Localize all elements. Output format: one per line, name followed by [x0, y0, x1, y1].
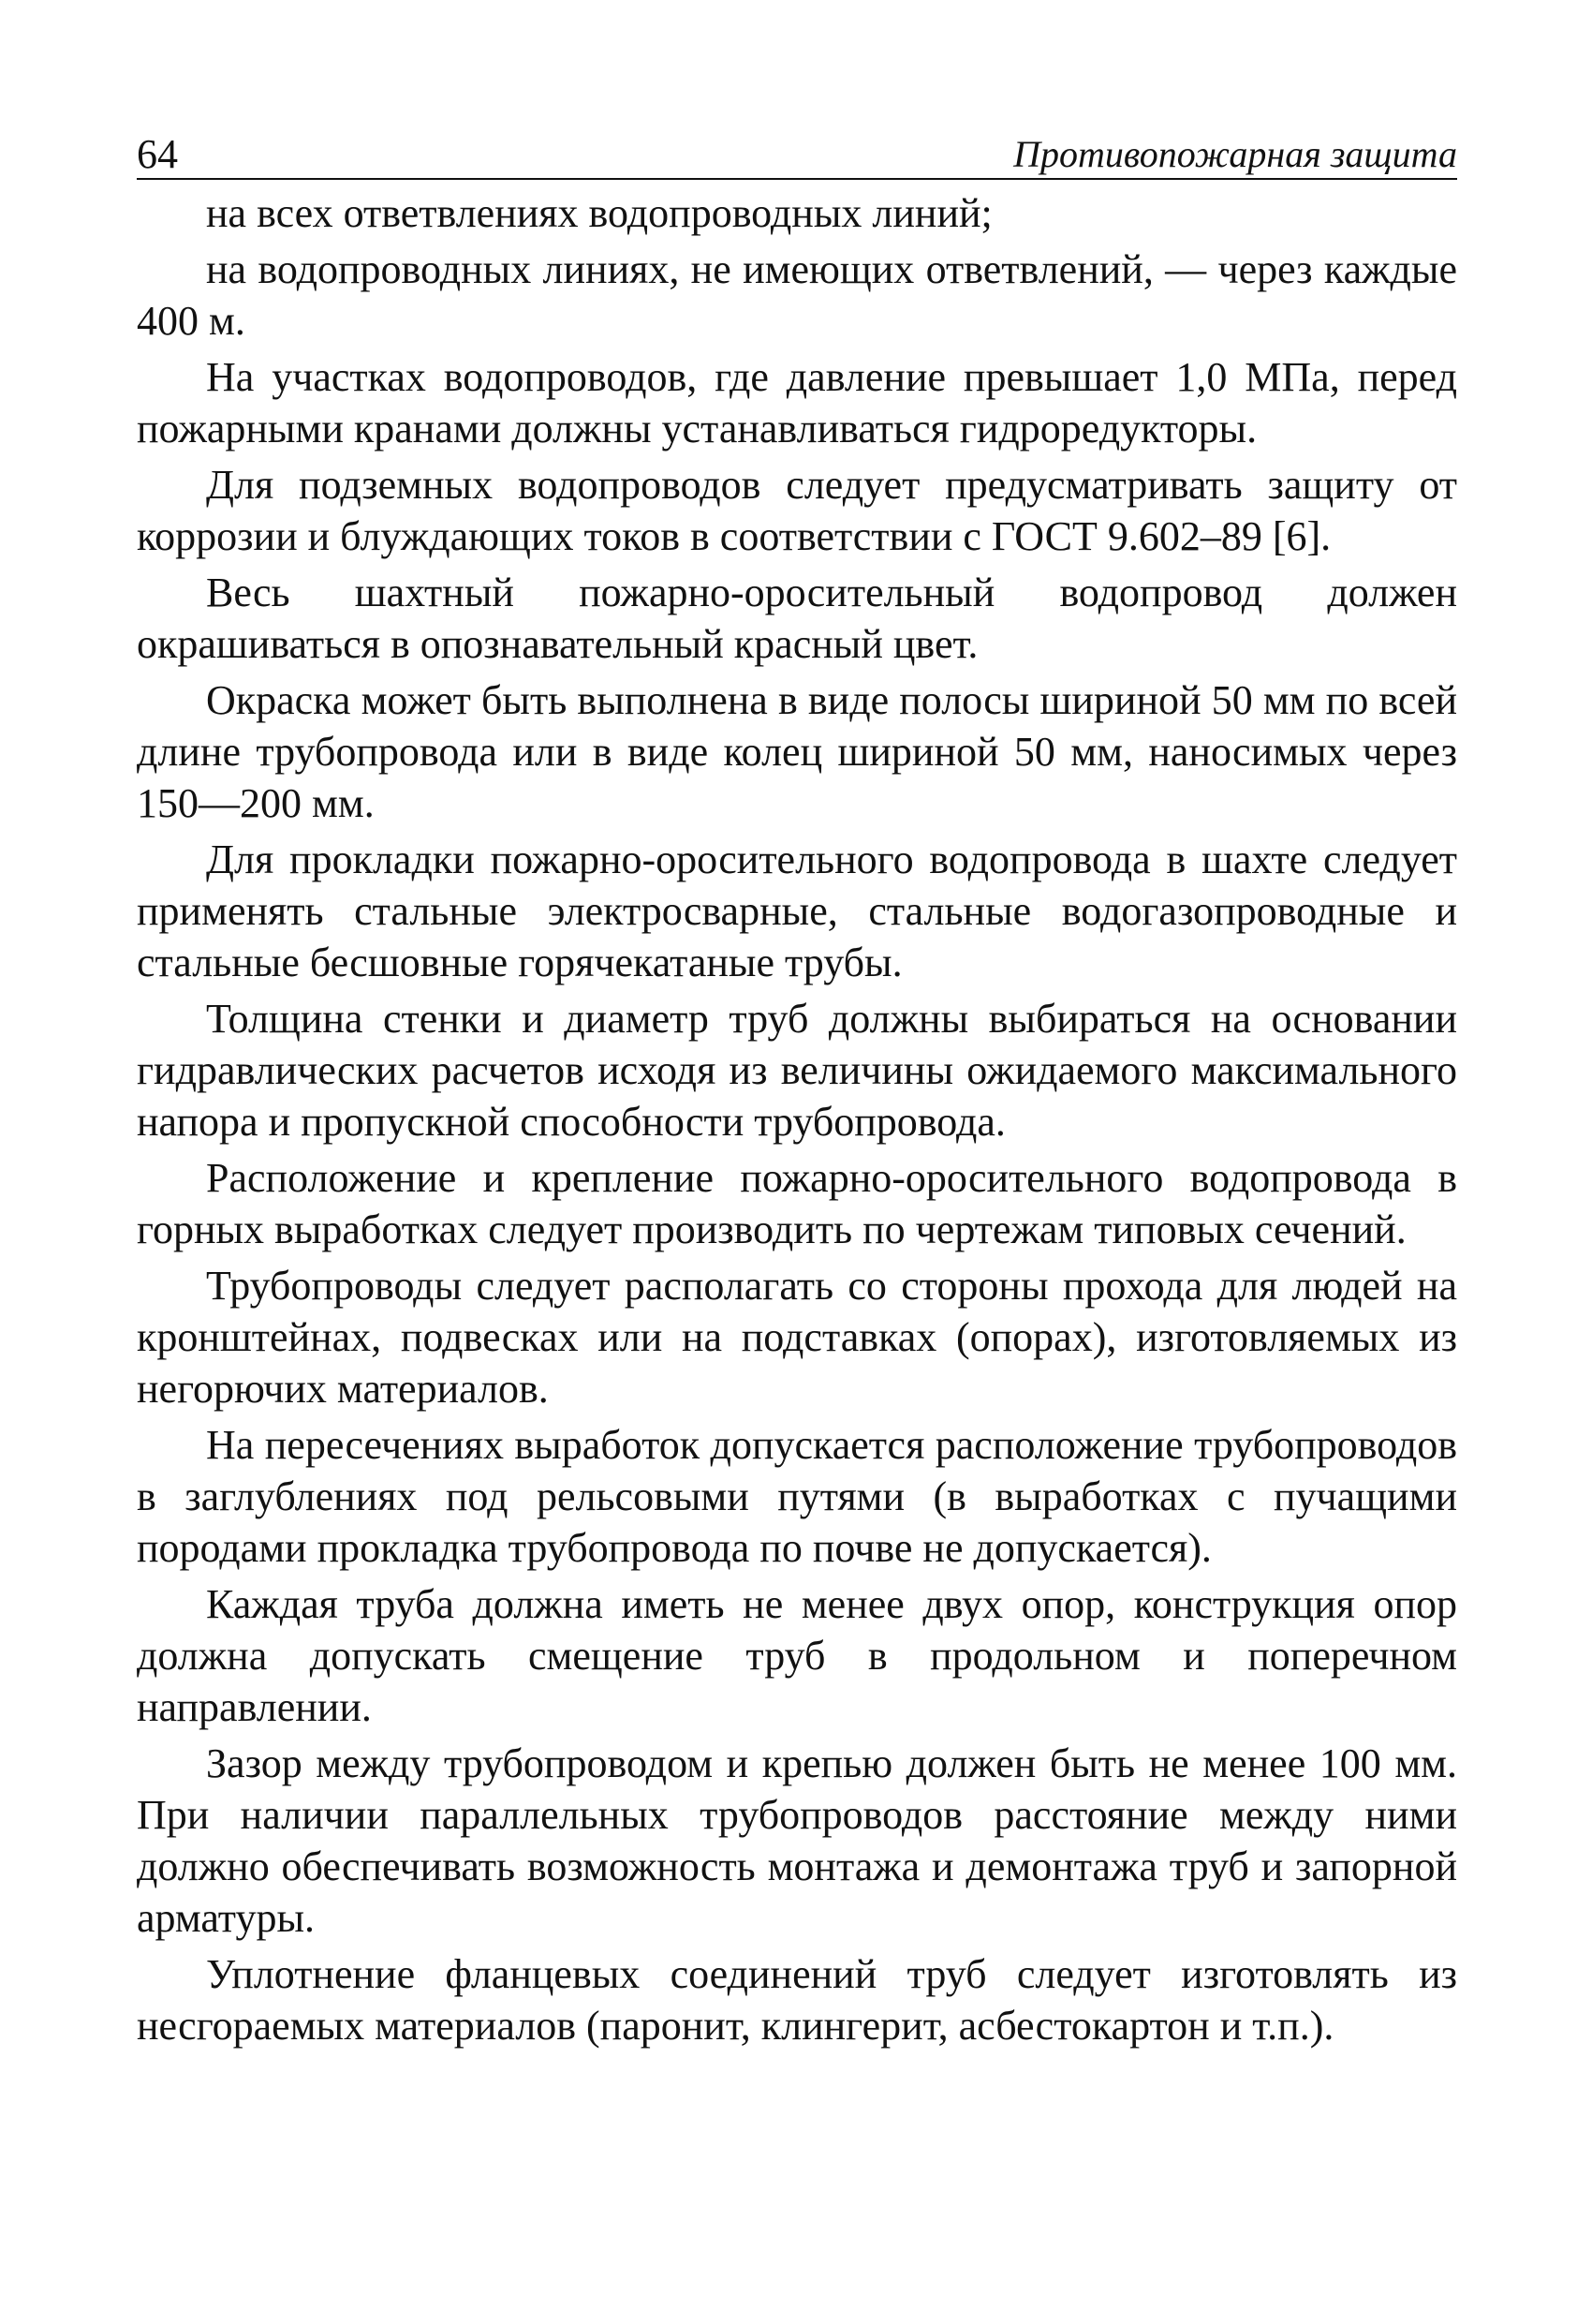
paragraph-7: Для прокладки пожарно-оросительного водопровода в шахте следует применять стальные электросварные, стальные водогазопроводные и стальные бесшовные горячекатаные трубы. [137, 836, 1457, 985]
paragraph-10: Трубопроводы следует располагать со стороны прохода для людей на кронштейнах, подвесках или на подставках (опорах), изготовляемых из негорючих материалов. [137, 1263, 1457, 1412]
paragraph-12: Каждая труба должна иметь не менее двух опор, конструкция опор должна допускать смещение труб в продольном и поперечном направлении. [137, 1581, 1457, 1730]
paragraph-5: Весь шахтный пожарно-оросительный водопровод должен окрашиваться в опознавательный красный цвет. [137, 570, 1457, 667]
running-title: Противопожарная защита [1013, 133, 1457, 175]
paragraph-3: На участках водопроводов, где давление превышает 1,0 МПа, перед пожарными кранами должны устанавливаться гидроредукторы. [137, 354, 1457, 451]
paragraph-2: на водопроводных линиях, не имеющих ответвлений, — через каждые 400 м. [137, 246, 1457, 344]
paragraph-9: Расположение и крепление пожарно-оросительного водопровода в горных выработках следует производить по чертежам типовых сечений. [137, 1155, 1457, 1252]
header-rule [137, 178, 1457, 180]
paragraph-14: Уплотнение фланцевых соединений труб следует изготовлять из несгораемых материалов (паронит, клингерит, асбестокартон и т.п.). [137, 1951, 1457, 2049]
paragraph-4: Для подземных водопроводов следует предусматривать защиту от коррозии и блуждающих токов в соответствии с ГОСТ 9.602–89 [6]. [137, 462, 1457, 559]
paragraph-6: Окраска может быть выполнена в виде полосы шириной 50 мм по всей длине трубопровода или в виде колец шириной 50 мм, наносимых через 150—200 мм. [137, 677, 1457, 826]
body-text [137, 187, 1457, 2056]
paragraph-1: на всех ответвлениях водопроводных линий; [206, 190, 993, 236]
page-header [137, 131, 1457, 185]
paragraph-8: Толщина стенки и диаметр труб должны выбираться на основании гидравлических расчетов исходя из величины ожидаемого максимального напора и пропускной способности трубопровода. [137, 996, 1457, 1145]
page-number: 64 [137, 131, 178, 177]
paragraph-13: Зазор между трубопроводом и крепью должен быть не менее 100 мм. При наличии параллельных трубопроводов расстояние между ними должно обеспечивать возможность монтажа и демонтажа труб и запорной арматуры. [137, 1740, 1457, 1941]
paragraph-11: На пересечениях выработок допускается расположение трубопроводов в заглублениях под рельсовыми путями (в выработках с пучащими породами прокладка трубопровода по почве не допускается). [137, 1422, 1457, 1571]
